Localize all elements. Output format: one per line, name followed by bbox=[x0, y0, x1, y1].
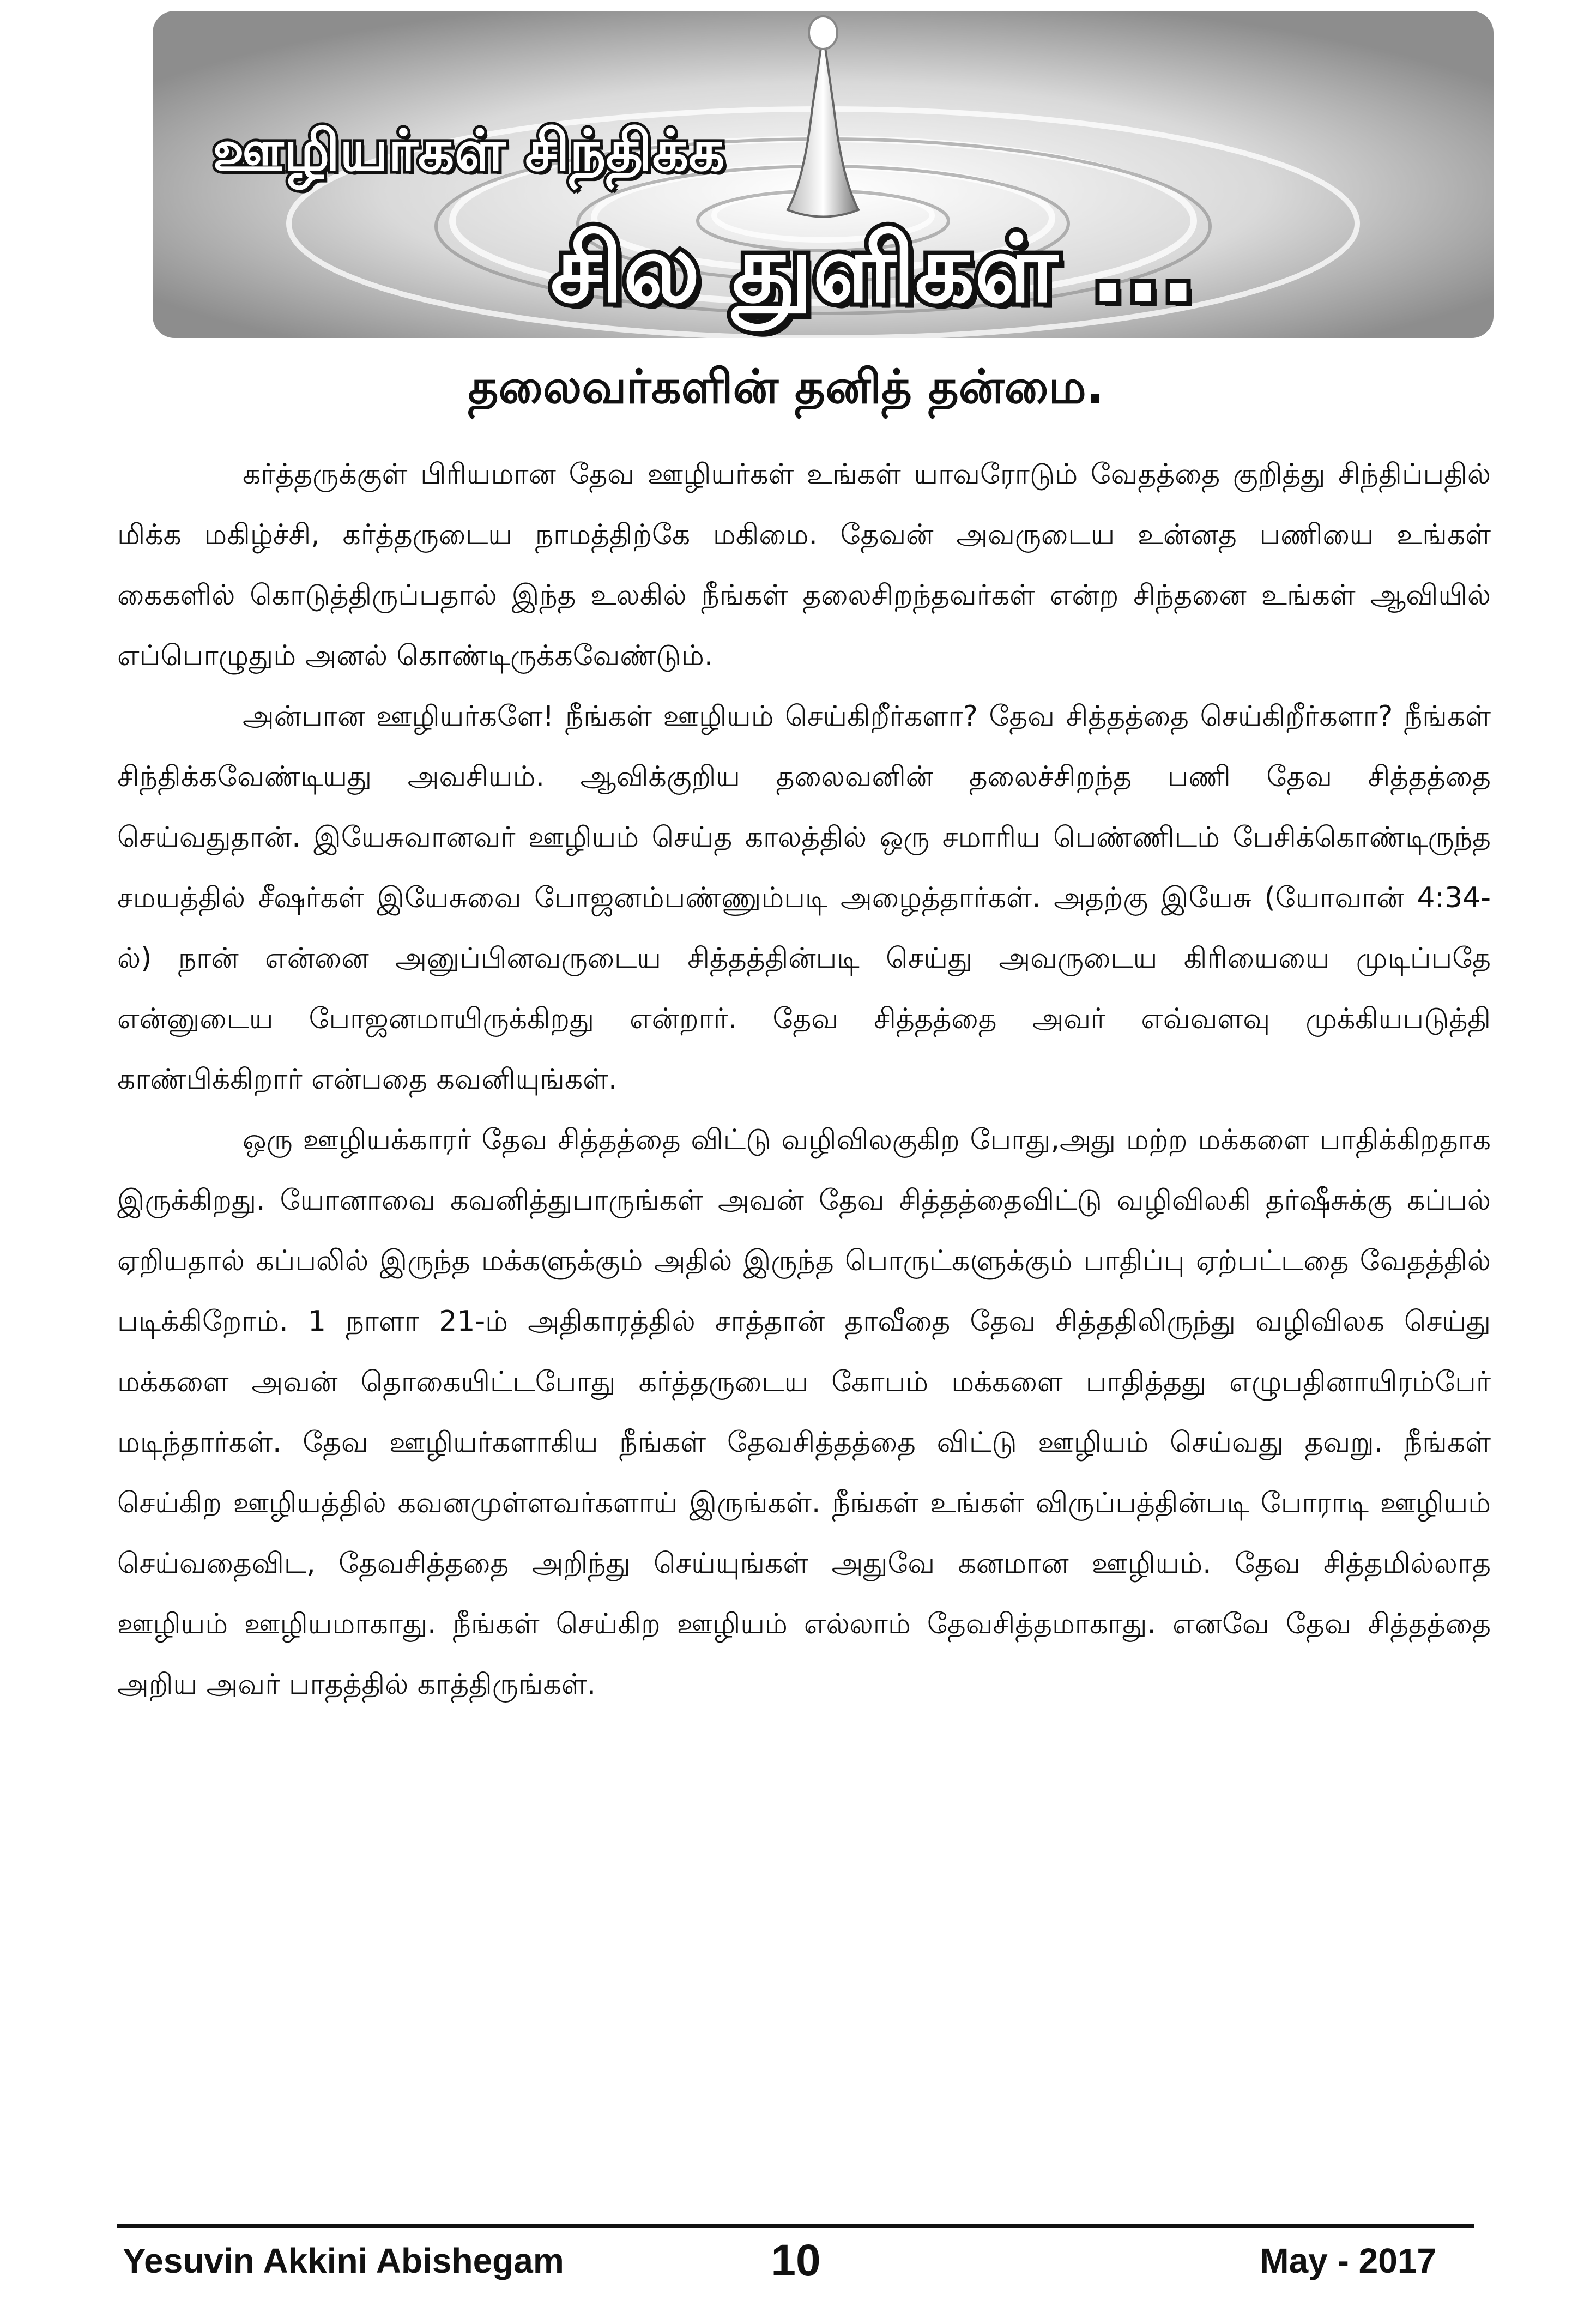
paragraph-2: அன்பான ஊழியர்களே! நீங்கள் ஊழியம் செய்கிறீர்களா? தேவ சித்தத்தை செய்கிறீர்களா? நீங்கள் சிந்திக்கவேண்டியது அவசியம். ஆவிக்குறிய தலைவனின் தலைச்சிறந்த பணி தேவ சித்தத்தை செய்வதுதான். இயேசுவானவர் ஊழியம் செய்த காலத்தில் ஒரு சமாரிய பெண்ணிடம் பேசிக்கொண்டிருந்த சமயத்தில் சீஷர்கள் இயேசுவை போஜனம்பண்ணும்படி அழைத்தார்கள். அதற்கு இயேசு (யோவான் 4:34-ல்) நான் என்னை அனுப்பினவருடைய சித்தத்தின்படி செய்து அவருடைய கிரியையை முடிப்பதே என்னுடைய போஜனமாயிருக்கிறது என்றார். தேவ சித்தத்தை அவர் எவ்வளவு முக்கியபடுத்தி காண்பிக்கிறார் என்பதை கவனியுங்கள். bbox=[117, 700, 1491, 1096]
header-kicker: ஊழியர்கள் சிந்திக்க bbox=[213, 117, 725, 184]
page-footer bbox=[117, 2235, 1474, 2284]
page-number: 10 bbox=[771, 2236, 821, 2285]
paragraph-3: ஒரு ஊழியக்காரர் தேவ சித்தத்தை விட்டு வழிவிலகுகிற போது,அது மற்ற மக்களை பாதிக்கிறதாக இருக்கிறது. யோனாவை கவனித்துபாருங்கள் அவன் தேவ சித்தத்தைவிட்டு வழிவிலகி தர்ஷீசுக்கு கப்பல் ஏறியதால் கப்பலில் இருந்த மக்களுக்கும் அதில் இருந்த பொருட்களுக்கும் பாதிப்பு ஏற்பட்டதை வேதத்தில் படிக்கிறோம். 1 நாளா 21-ம் அதிகாரத்தில் சாத்தான் தாவீதை தேவ சித்ததிலிருந்து வழிவிலக செய்து மக்களை அவன் தொகையிட்டபோது கர்த்தருடைய கோபம் மக்களை பாதித்தது எழுபதினாயிரம்பேர் மடிந்தார்கள். தேவ ஊழியர்களாகிய நீங்கள் தேவசித்தத்தை விட்டு ஊழியம் செய்வது தவறு. நீங்கள் செய்கிற ஊழியத்தில் கவனமுள்ளவர்களாய் இருங்கள். நீங்கள் உங்கள் விருப்பத்தின்படி போராடி ஊழியம் செய்வதைவிட, தேவசித்ததை அறிந்து செய்யுங்கள் அதுவே கனமான ஊழியம். தேவ சித்தமில்லாத ஊழியம் ஊழியமாகாது. நீங்கள் செய்கிற ஊழியம் எல்லாம் தேவசித்தமாகாது. எனவே தேவ சித்தத்தை அறிய அவர் பாதத்தில் காத்திருங்கள். bbox=[117, 1124, 1491, 1701]
paragraph-1: கர்த்தருக்குள் பிரியமான தேவ ஊழியர்கள் உங்கள் யாவரோடும் வேதத்தை குறித்து சிந்திப்பதில் மிக்க மகிழ்ச்சி, கர்த்தருடைய நாமத்திற்கே மகிமை. தேவன் அவருடைய உன்னத பணியை உங்கள் கைகளில் கொடுத்திருப்பதால் இந்த உலகில் நீங்கள் தலைசிறந்தவர்கள் என்ற சிந்தனை உங்கள் ஆவியில் எப்பொழுதும் அனல் கொண்டிருக்கவேண்டும். bbox=[117, 458, 1491, 672]
issue-date: May - 2017 bbox=[1260, 2241, 1436, 2280]
header-banner bbox=[0, 0, 1572, 349]
article-body bbox=[117, 444, 1491, 1715]
footer-divider bbox=[117, 2224, 1474, 2228]
publication-name: Yesuvin Akkini Abishegam bbox=[123, 2241, 564, 2280]
article-subtitle: தலைவர்களின் தனித் தன்மை. bbox=[468, 360, 1104, 414]
page-title: சில துளிகள் ... bbox=[551, 215, 1196, 323]
